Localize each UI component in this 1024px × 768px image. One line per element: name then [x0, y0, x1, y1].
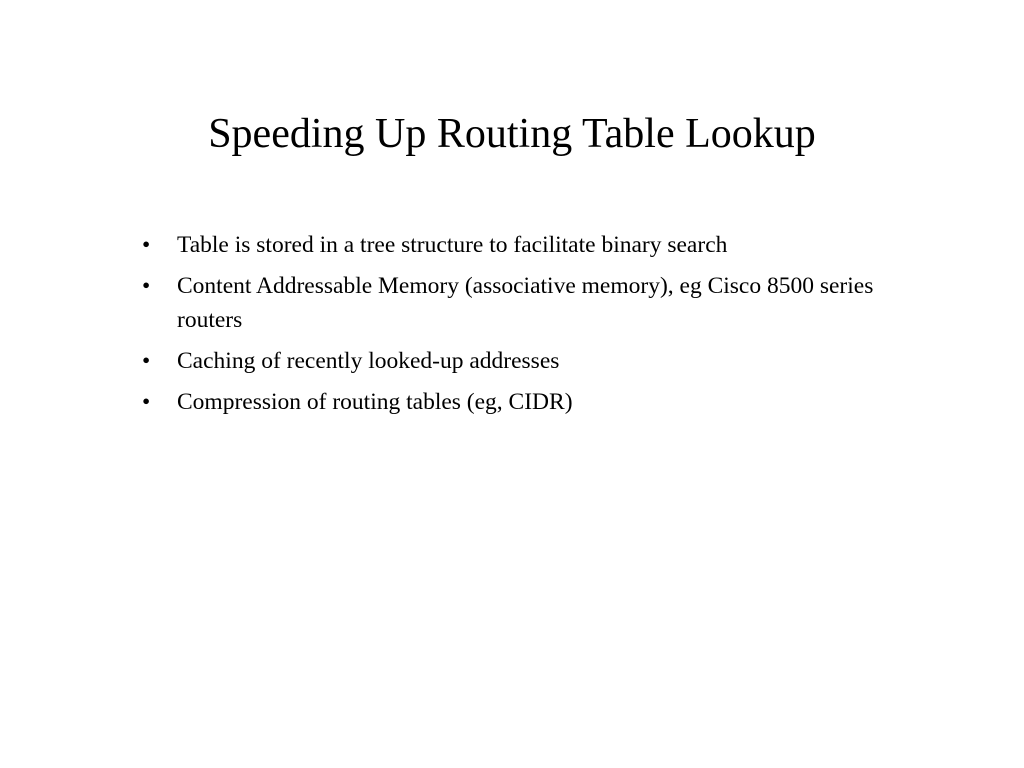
- bullet-item-cam: [140, 269, 900, 337]
- bullet-marker: •: [142, 389, 151, 415]
- bullet-item-caching: [140, 344, 900, 378]
- slide-title: Speeding Up Routing Table Lookup: [208, 111, 816, 157]
- bullet-text: Table is stored in a tree structure to facilitate binary search: [177, 232, 728, 258]
- bullet-item-binary-search: [140, 228, 900, 262]
- bullet-text: Content Addressable Memory (associative memory), eg Cisco 8500 series routers: [177, 273, 874, 333]
- bullet-text: Compression of routing tables (eg, CIDR): [177, 389, 573, 415]
- bullet-marker: •: [142, 348, 151, 374]
- bullet-item-compression: [140, 385, 900, 419]
- bullet-list: [140, 228, 900, 426]
- bullet-marker: •: [142, 232, 151, 258]
- bullet-text: Caching of recently looked-up addresses: [177, 348, 560, 374]
- bullet-marker: •: [142, 273, 151, 299]
